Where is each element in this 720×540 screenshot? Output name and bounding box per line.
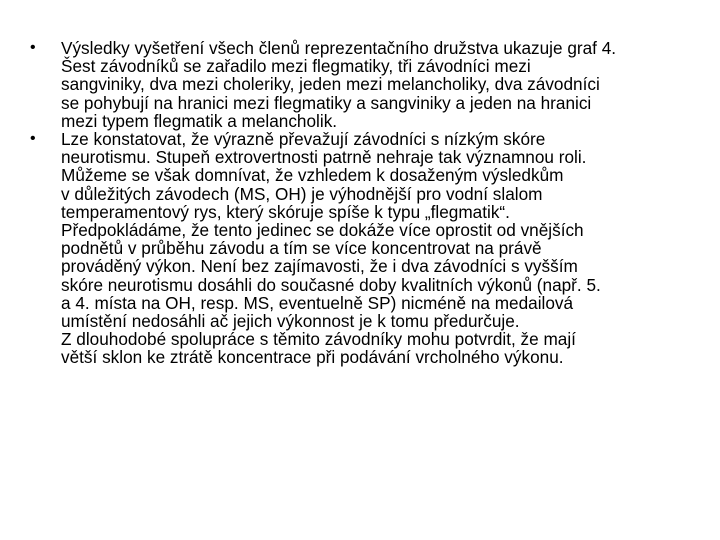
bullet-1-line-4: se pohybují na hranici mezi flegmatiky a sangviniky a jeden na hranici [61,92,592,113]
bullet-2-line-6: Předpokládáme, že tento jedinec se dokáže více oprostit od vnějších [61,220,584,241]
bullet-2-line-13: větší sklon ke ztrátě koncentrace při podávání vrcholného výkonu. [61,347,564,368]
bullet-2-line-3: Můžeme se však domnívat, že vzhledem k dosaženým výsledkům [61,165,564,186]
bullet-list [30,39,706,367]
bullet-2-line-1: Lze konstatovat, že výrazně převažují závodníci s nízkým skóre [61,129,546,150]
bullet-2-line-12: Z dlouhodobé spolupráce s těmito závodníky mohu potvrdit, že mají [61,329,576,350]
bullet-marker: • [30,39,36,56]
bullet-marker: • [30,130,36,148]
bullet-2-line-11: umístění nedosáhli ač jejich výkonnost je k tomu předurčuje. [61,311,520,332]
bullet-item-1 [30,39,706,130]
bullet-2-line-5: temperamentový rys, který skóruje spíše k typu „flegmatik“. [61,201,510,222]
bullet-2-line-2: neurotismu. Stupeň extrovertnosti patrně nehraje tak významnou roli. [61,147,587,168]
bullet-1-line-3: sangviniky, dva mezi choleriky, jeden mezi melancholiky, dva závodníci [61,74,600,95]
bullet-1-line-1: Výsledky vyšetření všech členů reprezentačního družstva ukazuje graf 4. [61,38,617,58]
bullet-2-line-7: podnětů v průběhu závodu a tím se více koncentrovat na právě [61,238,542,259]
bullet-2-line-4: v důležitých závodech (MS, OH) je výhodnější pro vodní slalom [61,183,543,204]
bullet-1-line-5: mezi typem flegmatik a melancholik. [61,110,338,131]
bullet-2-line-9: skóre neurotismu dosáhli do současné doby kvalitních výkonů (např. 5. [61,274,601,295]
bullet-item-2 [30,130,706,367]
bullet-1-line-2: Šest závodníků se zařadilo mezi flegmatiky, tři závodníci mezi [61,56,531,77]
bullet-2-line-10: a 4. místa na OH, resp. MS, eventuelně SP) nicméně na medailová [61,292,574,313]
bullet-2-line-8: prováděný výkon. Není bez zajímavosti, že i dva závodníci s vyšším [61,256,578,277]
